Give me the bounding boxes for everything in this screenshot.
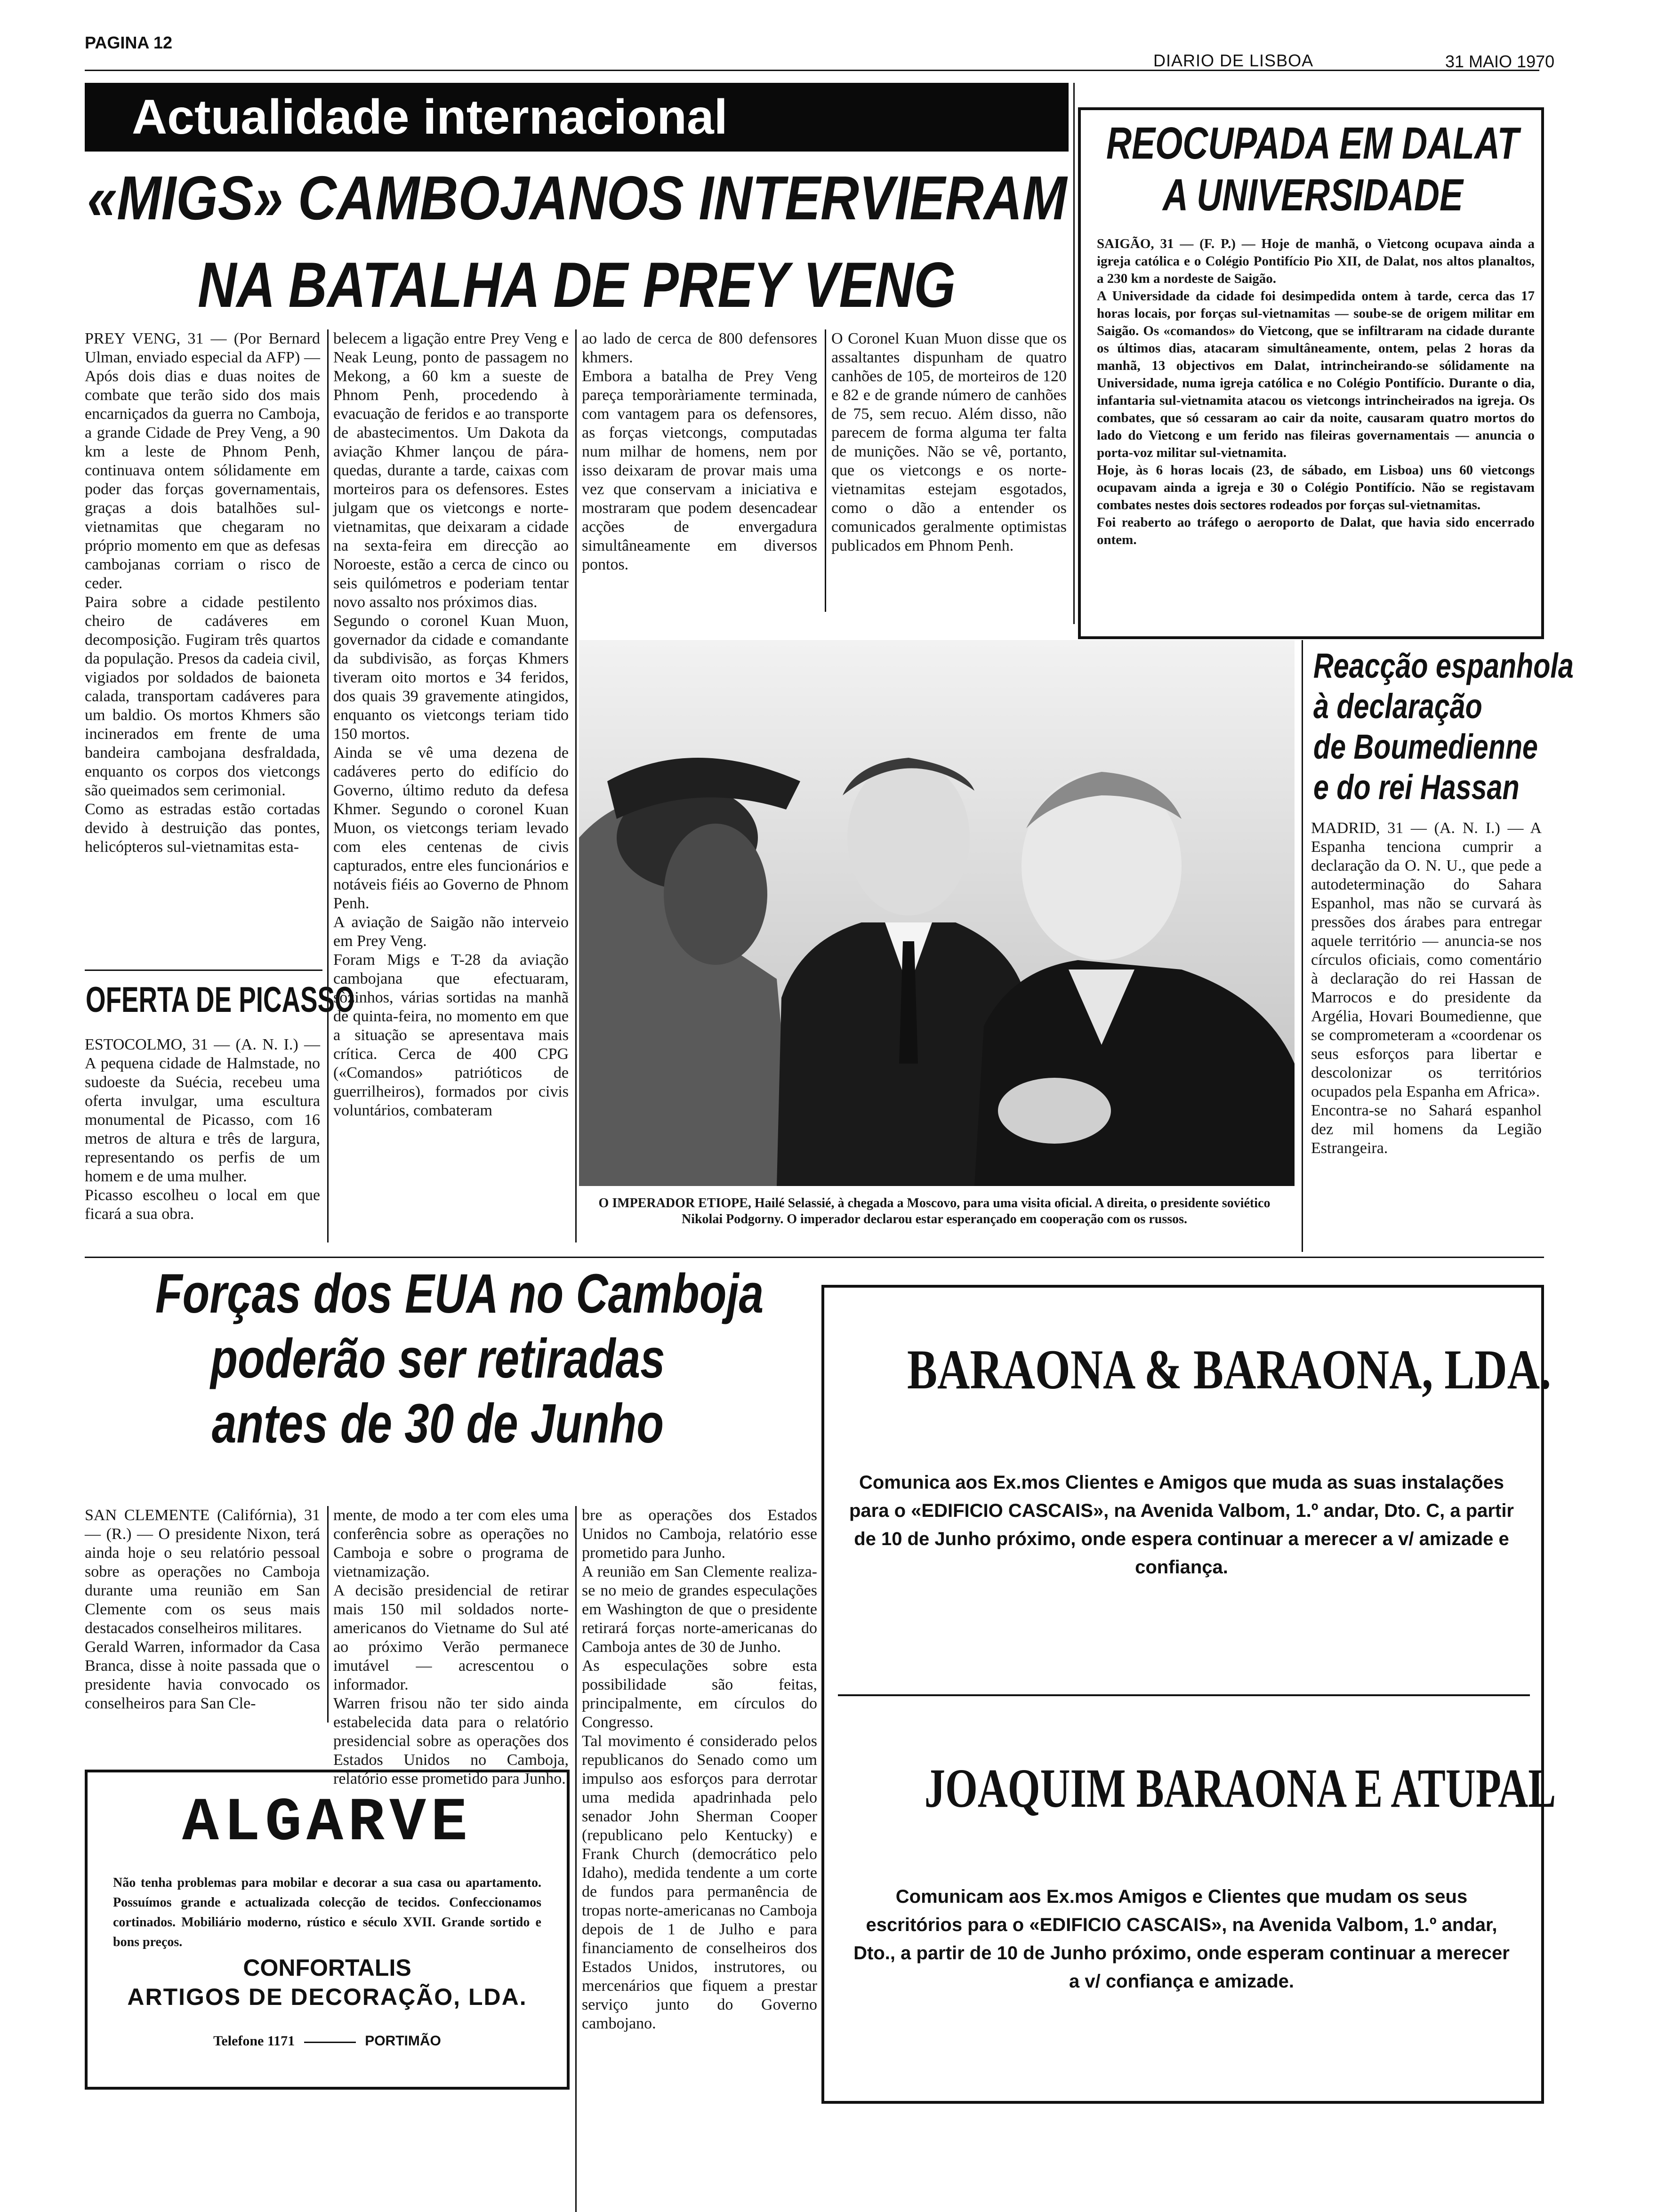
section-banner-text: Actualidade internacional: [132, 90, 728, 144]
spain-body: MADRID, 31 — (A. N. I.) — A Espanha tenciona cumprir a declaração da O. N. U., que pede a autodeterminação do Sahara Espanhol, mas não se curvará às pressões dos árabes para entregar aquele território — anuncia-se nos círculos oficiais, como comentário à declaração do rei Hassan de Marrocos e do presidente da Argélia, Hovari Boumedienne, que se comprometeram a «coordenar os seus esforços para libertar e descolonizar os territórios ocupados pela Espanha em Africa». Encontra-se no Sahará espanhol dez mil homens da Legião Estrangeira.: [1311, 819, 1542, 1157]
algarve-dash: [304, 2042, 356, 2043]
picasso-headline: OFERTA DE PICASSO: [86, 980, 355, 1020]
lead-headline-line2: NA BATALHA DE PREY VENG: [198, 249, 956, 321]
column-rule: [1302, 640, 1303, 1252]
masthead-rule: [85, 70, 1539, 71]
newspaper-name: DIARIO DE LISBOA: [1153, 51, 1314, 70]
page-number: PAGINA 12: [85, 33, 173, 52]
lead-headline-line1: «MIGS» CAMBOJANOS INTERVIERAM: [87, 163, 1067, 232]
algarve-company-line: ARTIGOS DE DECORAÇÃO, LDA.: [127, 1984, 527, 2010]
dalat-body: SAIGÃO, 31 — (F. P.) — Hoje de manhã, o Vietcong ocupava ainda a igreja católica e o Colégio Pontifício Pio XII, de Dalat, nos altos planaltos, a 230 km a nordeste de Saigão. A Universidade da cidade foi desimpedida ontem à tarde, cerca das 17 horas locais, por forças sul-vietnamitas — soube-se de origem militar em Saigão. Os «comandos» do Vietcong, que se infiltraram na cidade durante os últimos dias, atacaram simultâneamente, ontem, pelas 2 horas da manhã, 13 objectivos em Dalat, intrincheirando-se sólidamente na Universidade, numa igreja católica e no Colégio Pontifício. Durante o dia, infantaria sul-vietnamita atacou os vietcongs intrincheirados na igreja. Os combates, que só cessaram ao cair da noite, causaram quatro mortos do lado do Vietcong e um ferido nas fileiras governamentais — anuncia o porta-voz militar sul-vietnamita. Hoje, às 6 horas locais (23, de sábado, em Lisboa) uns 60 vietcongs ocupavam ainda a igreja e 30 o Colégio Pontifício. Não se registavam combates nestes dois sectores rodeados por forças sul-vietnamitas. Foi reaberto ao tráfego o aeroporto de Dalat, que havia sido encerrado ontem.: [1097, 236, 1535, 547]
algarve-company: [85, 1953, 570, 2012]
ad-separator: [838, 1694, 1530, 1696]
spain-headline-line: de Boumedienne: [1313, 727, 1538, 766]
column-rule: [575, 1506, 577, 2212]
spain-headline: [1313, 646, 1574, 808]
eua-headline-line: antes de 30 de Junho: [212, 1393, 664, 1455]
photo-caption: O IMPERADOR ETIOPE, Hailé Selassié, à chegada a Moscovo, para uma visita oficial. A direita, o presidente soviético Nikolai Podgorny. O imperador declarou estar esperançado em cooperação com os russos.: [598, 1196, 1271, 1226]
algarve-city: PORTIMÃO: [365, 2033, 441, 2049]
lead-column-4: O Coronel Kuan Muon disse que os assaltantes dispunham de quatro canhões de 105, de morteiros de 120 e 82 e de grande número de canhões de 75, sem recuo. Além disso, não parecem de forma alguma ter falta de munições. Não se vê, portanto, que os vietcongs e os norte-vietnamitas estejam esgotados, como o dão a entender os comunicados geralmente optimistas publicados em Phnom Penh.: [831, 330, 1067, 554]
spain-headline-line: e do rei Hassan: [1313, 768, 1520, 807]
news-photo: [579, 640, 1295, 1186]
column-rule: [327, 1506, 329, 1723]
section-divider: [85, 1257, 1544, 1258]
column-rule: [1073, 83, 1075, 624]
eua-column-3: bre as operações dos Estados Unidos no Camboja, relatório esse prometido para Junho. A reunião em San Clemente realiza-se no meio de grandes especulações em Washington de que o presidente retirará forças norte-americanas do Camboja antes de 30 de Junho. As especulações sobre esta possibilidade são feitas, principalmente, em círculos do Congresso. Tal movimento é considerado pelos republicanos do Senado como um impulso aos esforços para derrotar uma medida apadrinhada pelo senador John Sherman Cooper (republicano pelo Kentucky) e Frank Church (democrático pelo Idaho), medida tendente a um corte de fundos para permanência de tropas norte-americanas no Camboja depois de 1 de Julho e para financiamento de conselheiros dos Estados Unidos, instrutores, ou mercenários que fiquem a prestar serviço junto do Governo cambojano.: [582, 1507, 817, 2032]
story-divider: [85, 970, 322, 971]
spain-headline-line: Reacção espanhola: [1313, 646, 1574, 685]
baraona1-title: BARAONA & BARAONA, LDA.: [907, 1338, 1552, 1401]
algarve-title: ALGARVE: [182, 1789, 473, 1858]
algarve-company-line: CONFORTALIS: [243, 1955, 411, 1981]
algarve-contact: [85, 2033, 570, 2049]
baraona2-title: JOAQUIM BARAONA E ATUPAL: [924, 1757, 1556, 1819]
eua-headline: [85, 1261, 791, 1456]
column-rule: [825, 329, 826, 612]
column-rule: [327, 329, 329, 1242]
dalat-headline-line2: A UNIVERSIDADE: [1163, 170, 1463, 220]
lead-column-1: PREY VENG, 31 — (Por Bernard Ulman, enviado especial da AFP) — Após dois dias e duas noites de combate que terão sido dos mais encarniçados da guerra no Camboja, a grande Cidade de Prey Veng, a 90 km a leste de Phnom Penh, continuava ontem sólidamente em poder das forças governamentais, graças a dois batalhões sul-vietnamitas que chegaram no próprio momento em que as defesas cambojanas corriam o risco de ceder. Paira sobre a cidade pestilento cheiro de cadáveres em decomposição. Fugiram três quartos da população. Presos da cadeia civil, vigiados por soldados de baioneta calada, transportam cadáveres para um baldio. Os mortos Khmers são incinerados em frente de uma bandeira cambojana desfraldada, enquanto os corpos dos vietcongs são queimados sem cerimonial. Como as estradas estão cortadas devido à destruição das pontes, helicópteros sul-vietnamitas esta-: [85, 330, 320, 856]
algarve-phone: Telefone 1171: [213, 2033, 295, 2049]
photo-image: [579, 640, 1295, 1186]
section-banner: [85, 83, 1069, 152]
dalat-headline-line1: REOCUPADA EM DALAT: [1106, 118, 1519, 168]
eua-headline-line: poderão ser retiradas: [210, 1328, 665, 1390]
eua-column-2: mente, de modo a ter com eles uma conferência sobre as operações no Camboja e sobre o programa de vietnamização. A decisão presidencial de retirar mais 150 mil soldados norte-americanos do Vietname do Sul até ao próximo Verão permanece imutável — acrescentou o informador. Warren frisou não ter sido ainda estabelecida data para o relatório presidencial sobre as operações dos Estados Unidos no Camboja, relatório esse prometido para Junho.: [333, 1507, 569, 1787]
issue-date: 31 MAIO 1970: [1445, 52, 1555, 71]
column-rule: [575, 329, 577, 1242]
baraona1-body: Comunica aos Ex.mos Clientes e Amigos que muda as suas instalações para o «EDIFICIO CASCAIS», na Avenida Valbom, 1.º andar, Dto. C, a partir de 10 de Junho próximo, onde espera continuar a merecer a v/ amizade e confiança.: [849, 1472, 1514, 1578]
lead-column-2: belecem a ligação entre Prey Veng e Neak Leung, ponto de passagem no Mekong, a 60 km a sueste de Phnom Penh, procedendo à evacuação de feridos e ao transporte de abastecimentos. Um Dakota da aviação Khmer lançou de pára-quedas, durante a tarde, caixas com morteiros para os defensores. Estes julgam que os vietcongs e norte-vietnamitas, que deixaram a cidade na sexta-feira em direcção ao Noroeste, estão a cerca de cinco ou seis quilómetros e poderiam tentar novo assalto nos próximos dias. Segundo o coronel Kuan Muon, governador da cidade e comandante da subdivisão, as forças Khmers tiveram oito mortos e 34 feridos, dos quais 39 gravemente atingidos, enquanto os vietcongs teriam tido 150 mortos. Ainda se vê uma dezena de cadáveres perto do edifício do Governo, último reduto da defesa Khmer. Segundo o coronel Kuan Muon, os vietcongs teriam levado com eles centenas de civis capturados, entre eles funcionários e notáveis fiéis ao Governo de Phnom Penh. A aviação de Saigão não interveio em Prey Veng. Foram Migs e T-28 da aviação cambojana que efectuaram, sòzinhos, várias sortidas na manhã de quinta-feira, no momento em que a situação se apresentava mais crítica. Cerca de 400 CPG («Comandos» patrióticos de guerrilheiros), formados por civis voluntários, combateram: [333, 330, 569, 1119]
algarve-body: Não tenha problemas para mobilar e decorar a sua casa ou apartamento. Possuímos grande e actualizada colecção de tecidos. Confeccionamos cortinados. Mobiliário moderno, rústico e século XVII. Grande sortido e bons preços.: [113, 1875, 541, 1949]
lead-column-3: ao lado de cerca de 800 defensores khmers. Embora a batalha de Prey Veng pareça temporàriamente terminada, com vantagem para os defensores, as forças vietcongs, computadas num milhar de homens, nem por isso deixaram de provar mais uma vez que conservam a iniciativa e mostraram que podem desencadear acções de envergadura simultâneamente em diversos pontos.: [582, 330, 817, 573]
baraona2-body: Comunicam aos Ex.mos Amigos e Clientes que mudam os seus escritórios para o «EDIFICIO CASCAIS», na Avenida Valbom, 1.º andar, Dto., a partir de 10 de Junho próximo, onde esperam continuar a merecer a v/ confiança e amizade.: [853, 1886, 1510, 1992]
spain-headline-line: à declaração: [1313, 687, 1482, 726]
eua-column-1: SAN CLEMENTE (Califórnia), 31 — (R.) — O presidente Nixon, terá ainda hoje o seu relatório pessoal sobre as operações no Camboja durante uma reunião em San Clemente com os seus mais destacados conselheiros militares. Gerald Warren, informador da Casa Branca, disse à noite passada que o presidente havia convocado os conselheiros para San Cle-: [85, 1507, 320, 1712]
eua-headline-line: Forças dos EUA no Camboja: [155, 1263, 764, 1325]
picasso-body: ESTOCOLMO, 31 — (A. N. I.) — A pequena cidade de Halmstade, no sudoeste da Suécia, recebeu uma oferta invulgar, uma escultura monumental de Picasso, com 16 metros de altura e três de largura, representando os perfis de um homem e de uma mulher. Picasso escolheu o local em que ficará a sua obra.: [85, 1036, 320, 1223]
